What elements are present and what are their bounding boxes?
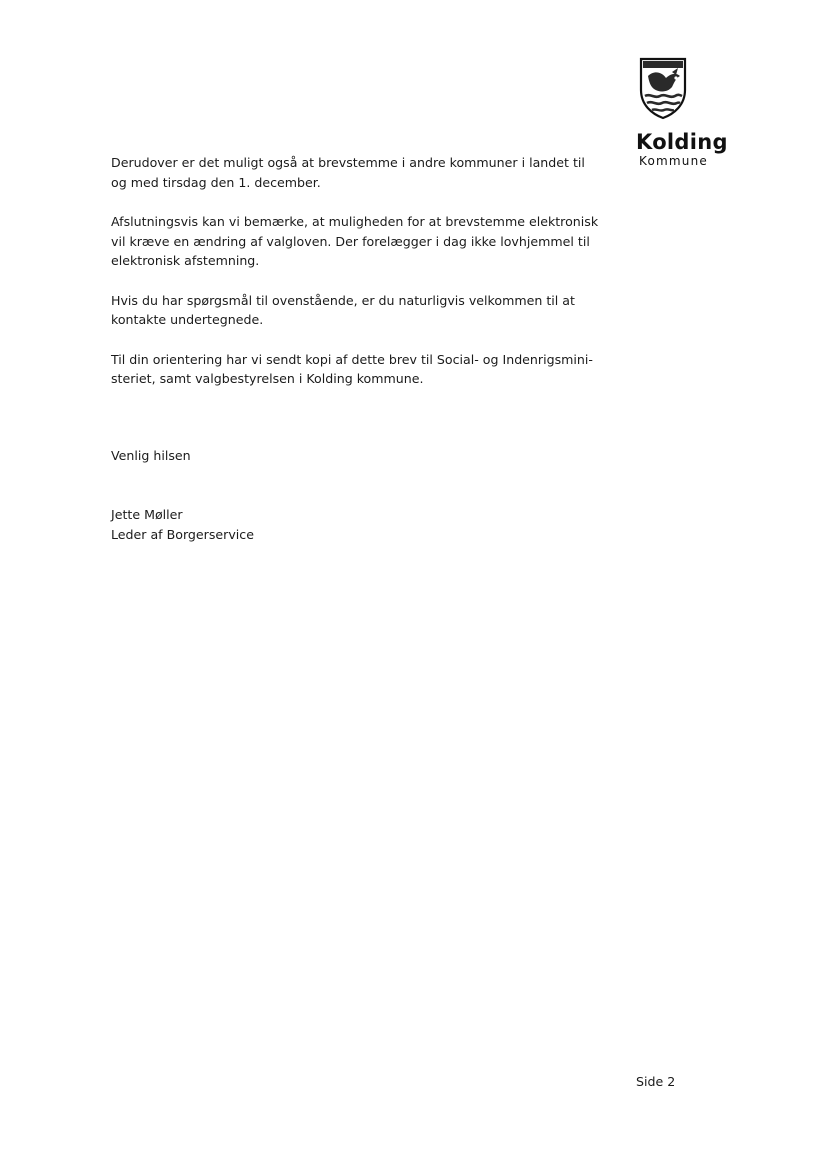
coat-of-arms-icon <box>638 56 688 120</box>
paragraph-line: kontakte undertegnede. <box>111 312 264 327</box>
paragraph-line: og med tirsdag den 1. december. <box>111 174 321 190</box>
page-number: Side 2 <box>636 1074 676 1089</box>
letter-body <box>111 153 631 409</box>
paragraph-contact <box>111 291 631 330</box>
paragraph-copy-notice <box>111 350 631 389</box>
paragraph-line: Hvis du har spørgsmål til ovenstående, er du naturligvis velkommen til at <box>111 292 575 308</box>
paragraph-line: steriet, samt valgbestyrelsen i Kolding kommune. <box>111 371 424 386</box>
paragraph-line: Derudover er det muligt også at brevstemme i andre kommuner i landet til <box>111 155 585 170</box>
logo-name: Kolding <box>636 130 728 154</box>
paragraph-line: Til din orientering har vi sendt kopi af dette brev til Social- og Indenrigsmini- <box>111 351 593 367</box>
logo-subtitle: Kommune <box>639 154 708 168</box>
paragraph-line: Afslutningsvis kan vi bemærke, at muligheden for at brevstemme elektronisk <box>111 214 599 229</box>
closing-greeting: Venlig hilsen <box>111 448 191 463</box>
paragraph-line: elektronisk afstemning. <box>111 253 260 268</box>
paragraph-line: vil kræve en ændring af valgloven. Der forelægger i dag ikke lovhjemmel til <box>111 233 590 249</box>
paragraph-alternative-municipalities <box>111 153 631 192</box>
signer-name: Jette Møller <box>111 507 183 522</box>
signature-block <box>111 505 254 544</box>
kolding-kommune-logo <box>632 56 752 176</box>
paragraph-electronic-voting <box>111 212 631 271</box>
signer-title: Leder af Borgerservice <box>111 526 254 542</box>
